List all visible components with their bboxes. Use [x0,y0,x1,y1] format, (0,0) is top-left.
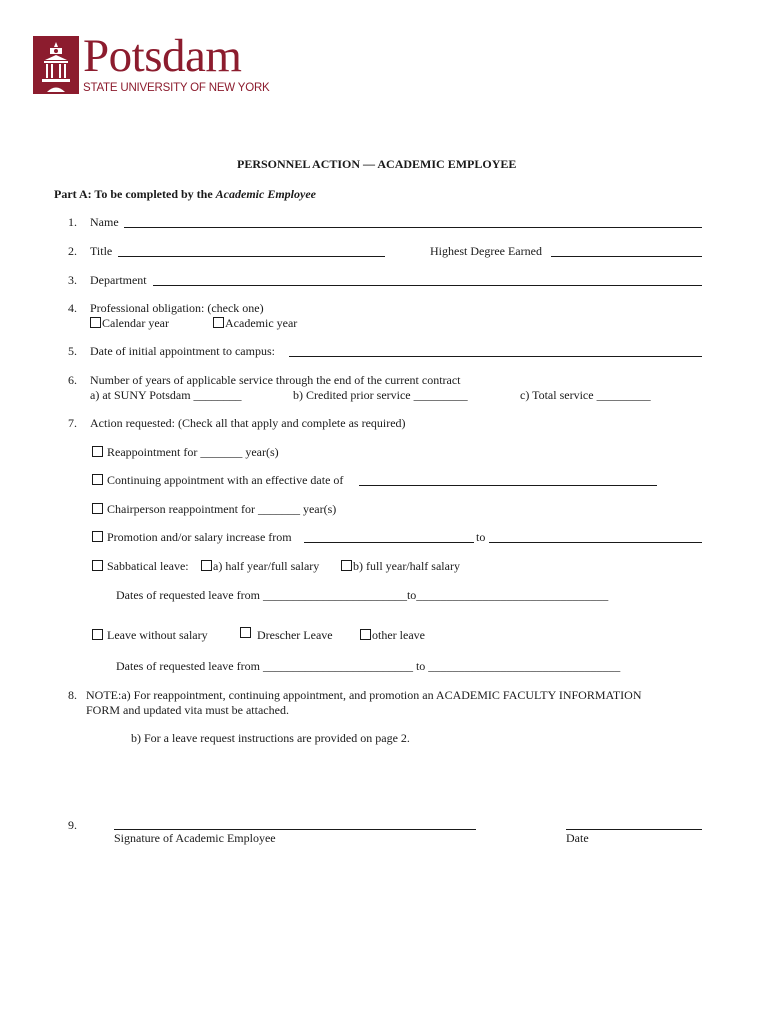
sabbatical-half-year-label: a) half year/full salary [213,559,320,573]
service-label: Number of years of applicable service through the end of the current contract [90,373,461,387]
title-label: Title [90,244,113,258]
title-field[interactable] [118,256,385,257]
drescher-leave-checkbox[interactable] [240,627,251,638]
item-number-2: 2. [68,244,77,258]
item-number-6: 6. [68,373,77,387]
promotion-to-label: to [476,530,486,544]
calendar-year-checkbox[interactable] [90,317,101,328]
name-field[interactable] [124,227,702,228]
item-number-1: 1. [68,215,77,229]
sabbatical-dates-row: Dates of requested leave from ________________________to________________________________ [116,588,609,602]
sabbatical-checkbox[interactable] [92,560,103,571]
reappointment-label: Reappointment for _______ year(s) [107,445,279,459]
other-leave-label: other leave [372,628,425,642]
form-title: PERSONNEL ACTION — ACADEMIC EMPLOYEE [237,157,517,171]
service-prior-field[interactable]: b) Credited prior service _________ [293,388,468,402]
item-number-5: 5. [68,344,77,358]
item-number-9: 9. [68,818,77,832]
date-field[interactable] [566,829,702,830]
leave-dates-row: Dates of requested leave from _________________________ to ________________________________ [116,659,621,673]
degree-label: Highest Degree Earned [430,244,542,258]
sabbatical-from-field[interactable]: ________________________ [262,588,407,602]
department-label: Department [90,273,147,287]
item-number-8: 8. [68,688,77,702]
signature-label: Signature of Academic Employee [114,831,276,845]
chair-reappointment-checkbox[interactable] [92,503,103,514]
note-a-line2: FORM and updated vita must be attached. [86,703,289,717]
academic-year-checkbox[interactable] [213,317,224,328]
item-number-3: 3. [68,273,77,287]
sabbatical-label: Sabbatical leave: [107,559,189,573]
note-b: b) For a leave request instructions are provided on page 2. [131,731,410,745]
initial-appointment-label: Date of initial appointment to campus: [90,344,275,358]
calendar-year-label: Calendar year [102,316,169,330]
name-label: Name [90,215,119,229]
sabbatical-half-year-checkbox[interactable] [201,560,212,571]
leave-without-salary-label: Leave without salary [107,628,208,642]
leave-without-salary-checkbox[interactable] [92,629,103,640]
item-number-7: 7. [68,416,77,430]
continuing-date-field[interactable] [359,485,657,486]
sabbatical-to-field[interactable]: ________________________________ [416,588,609,602]
note-a-line1: NOTE:a) For reappointment, continuing appointment, and promotion an ACADEMIC FACULTY INFORMATION [86,688,642,702]
logo-subtitle: STATE UNIVERSITY OF NEW YORK [83,82,270,94]
sabbatical-full-year-label: b) full year/half salary [353,559,460,573]
chair-years-field[interactable]: _______ [257,502,300,516]
drescher-leave-label: Drescher Leave [257,628,333,642]
promotion-checkbox[interactable] [92,531,103,542]
leave-from-field[interactable]: _________________________ [262,659,413,673]
leave-to-field[interactable]: ________________________________ [428,659,621,673]
item-number-4: 4. [68,301,77,315]
date-label: Date [566,831,589,845]
initial-appointment-field[interactable] [289,356,702,357]
reappointment-years-field[interactable]: _______ [200,445,243,459]
promotion-label: Promotion and/or salary increase from [107,530,292,544]
action-requested-label: Action requested: (Check all that apply and complete as required) [90,416,406,430]
signature-field[interactable] [114,829,476,830]
degree-field[interactable] [551,256,702,257]
obligation-label: Professional obligation: (check one) [90,301,264,315]
academic-year-label: Academic year [225,316,298,330]
department-field[interactable] [153,285,702,286]
promotion-from-field[interactable] [304,542,474,543]
continuing-appointment-checkbox[interactable] [92,474,103,485]
service-total-field[interactable]: c) Total service _________ [520,388,651,402]
clock-tower-icon [33,36,79,94]
continuing-appointment-label: Continuing appointment with an effective date of [107,473,344,487]
logo-wordmark: Potsdam [83,30,242,82]
chair-reappointment-label: Chairperson reappointment for _______ year(s) [107,502,337,516]
other-leave-checkbox[interactable] [360,629,371,640]
sabbatical-full-year-checkbox[interactable] [341,560,352,571]
reappointment-checkbox[interactable] [92,446,103,457]
promotion-to-field[interactable] [489,542,702,543]
service-suny-field[interactable]: a) at SUNY Potsdam ________ [90,388,242,402]
part-a-heading: Part A: To be completed by the Academic Employee [54,187,316,201]
